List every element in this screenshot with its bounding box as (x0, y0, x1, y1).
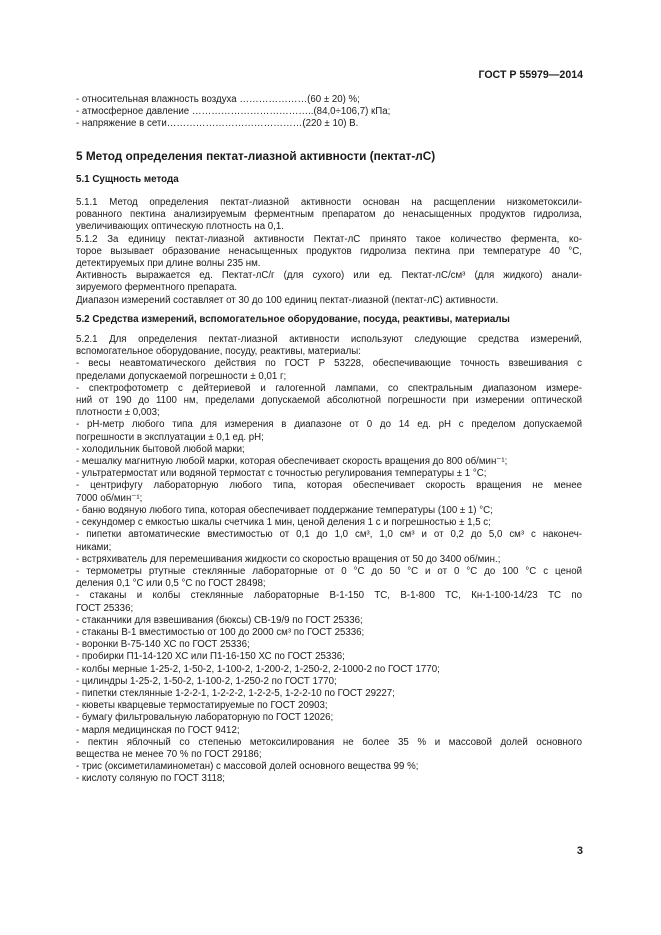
list-item-line: - баню водяную любого типа, которая обеспечивает поддержание температуры (100 ± 1) °С; (76, 504, 493, 516)
list-item-line: - весы неавтоматического действия по ГОСТ Р 53228, обеспечивающие точность взвешивания с (76, 358, 582, 370)
list-item (76, 725, 582, 737)
list-item (76, 468, 582, 480)
list-item-line: 7000 об/мин⁻¹; (76, 492, 143, 504)
list-item (76, 639, 582, 651)
paragraph-line: 5.1.1 Метод определения пектат-лиазной активности основан на расщеплении низкометоксили- (76, 197, 582, 209)
list-item-line: - кюветы кварцевые термостатируемые по ГОСТ 20903; (76, 700, 328, 712)
conditions-list (76, 94, 582, 131)
paragraph-line: 5.2.1 Для определения пектат-лиазной активности используют следующие средства измерений, (76, 334, 582, 346)
paragraph-line: 5.1.2 За единицу пектат-лиазной активности Пектат-лС принято такое количество фермента, ко- (76, 233, 582, 245)
condition-pressure: - атмосферное давление ………………………………..(84,0÷106,7) кПа; (76, 106, 391, 118)
list-item (76, 358, 582, 382)
standard-header: ГОСТ Р 55979—2014 (478, 69, 583, 81)
list-item (76, 554, 582, 566)
list-item (76, 676, 582, 688)
list-item (76, 651, 582, 663)
paragraph-5-1-1 (76, 197, 582, 234)
list-item-line: - пектин яблочный со степенью метоксилирования не более 35 % и массовой долей основного (76, 736, 582, 748)
list-item-line: погрешности в эксплуатации ± 0,1 ед. рН; (76, 431, 264, 443)
list-item-line: - стаканчики для взвешивания (бюксы) СВ-19/9 по ГОСТ 25336; (76, 614, 363, 626)
list-item (76, 517, 582, 529)
page-number: 3 (576, 845, 583, 857)
list-item (76, 712, 582, 724)
list-item-line: ний от 190 до 1100 нм, пределами допускаемой абсолютной погрешности при измерении оптической (76, 395, 582, 407)
list-item-line: - термометры ртутные стеклянные лабораторные от 0 °С до 50 °С и от 0 °С до 100 °С с ценой (76, 565, 582, 577)
list-item-line: - рН-метр любого типа для измерения в диапазоне от 0 до 14 ед. рН с пределом допускаемой (76, 419, 582, 431)
list-item (76, 419, 582, 443)
list-item (76, 480, 582, 504)
list-item-line: - холодильник бытовой любой марки; (76, 443, 245, 455)
paragraph-range: Диапазон измерений составляет от 30 до 100 единиц пектат-лиазной (пектат-лС) активности. (76, 294, 499, 306)
list-item-line: вещества не менее 70 % по ГОСТ 29186; (76, 748, 262, 760)
list-item (76, 505, 582, 517)
list-item (76, 761, 582, 773)
list-item-line: - воронки В-75-140 ХС по ГОСТ 25336; (76, 639, 250, 651)
list-item-line: ГОСТ 25336; (76, 602, 134, 614)
list-item-line: - мешалку магнитную любой марки, которая обеспечивает скорость вращения до 800 об/мин⁻¹; (76, 456, 508, 468)
list-item-line: - кислоту соляную по ГОСТ 3118; (76, 773, 225, 785)
condition-humidity: - относительная влажность воздуха …………………(60 ± 20) %; (76, 94, 360, 105)
list-item (76, 456, 582, 468)
list-item-line: - спектрофотометр с дейтериевой и галогенной лампами, со спектральным диапазоном измере- (76, 382, 582, 394)
paragraph-line: рованного пектина анализируемым ферментным препаратом до ненасыщенных продуктов гидролиза, (76, 209, 582, 221)
list-item (76, 700, 582, 712)
list-item (76, 615, 582, 627)
list-item (76, 627, 582, 639)
list-item-line: - трис (оксиметиламинометан) с массовой долей основного вещества 99 %; (76, 761, 419, 773)
list-item-line: - цилиндры 1-25-2, 1-50-2, 1-100-2, 1-250-2 по ГОСТ 1770; (76, 675, 337, 687)
list-item-line: - колбы мерные 1-25-2, 1-50-2, 1-100-2, 1-200-2, 1-250-2, 2-1000-2 по ГОСТ 1770; (76, 663, 440, 675)
paragraph-line: вспомогательное оборудование, посуду, реактивы, материалы: (76, 346, 361, 358)
list-item (76, 773, 582, 785)
list-item (76, 566, 582, 590)
list-item (76, 664, 582, 676)
list-item-line: - центрифугу лабораторную любого типа, которая обеспечивает скорость вращения не менее (76, 480, 582, 492)
list-item-line: - пипетки автоматические вместимостью от 0,1 до 1,0 см³, 1,0 см³ и от 0,2 до 5,0 см³ с наконеч- (76, 529, 582, 541)
list-item (76, 444, 582, 456)
paragraph-5-2-1 (76, 334, 582, 358)
condition-voltage: - напряжение в сети……………………………………(220 ± 10) В. (76, 118, 359, 130)
section-5-2-title: 5.2 Средства измерений, вспомогательное оборудование, посуда, реактивы, материалы (76, 313, 510, 325)
paragraph-line: детектируемых при длине волны 235 нм. (76, 258, 261, 270)
paragraph-line: торое вызывает образование ненасыщенных продуктов гидролиза пектина при температуре 40 °С, (76, 245, 582, 257)
list-item (76, 688, 582, 700)
list-item (76, 383, 582, 420)
list-item-line: - пробирки П1-14-120 ХС или П1-16-150 ХС по ГОСТ 25336; (76, 651, 345, 663)
list-item-line: плотности ± 0,003; (76, 407, 160, 419)
list-item (76, 529, 582, 553)
list-item-line: пределами допускаемой погрешности ± 0,01 г; (76, 370, 287, 382)
section-5-title: 5 Метод определения пектат-лиазной активности (пектат-лС) (76, 148, 436, 163)
list-item-line: - встряхиватель для перемешивания жидкости со скоростью вращения от 50 до 3400 об/мин.; (76, 553, 501, 565)
list-item-line: - секундомер с емкостью шкалы счетчика 1 мин, ценой деления 1 с и погрешностью ± 1,5 с; (76, 517, 491, 529)
paragraph-line: увеличивающих оптическую плотность на 0,1. (76, 221, 284, 233)
list-item-line: никами; (76, 541, 112, 553)
list-item-line: - стаканы В-1 вместимостью от 100 до 2000 см³ по ГОСТ 25336; (76, 626, 365, 638)
list-item-line: деления 0,1 °С или 0,5 °С по ГОСТ 28498; (76, 578, 266, 590)
equipment-list (76, 358, 582, 785)
paragraph-5-1-2 (76, 234, 582, 271)
list-item-line: - стаканы и колбы стеклянные лабораторные В-1-150 ТС, В-1-800 ТС, Кн-1-100-14/23 ТС по (76, 590, 582, 602)
list-item-line: - ультратермостат или водяной термостат с точностью регулирования температуры ± 1 °С; (76, 468, 487, 480)
list-item-line: - пипетки стеклянные 1-2-2-1, 1-2-2-2, 1-2-2-5, 1-2-2-10 по ГОСТ 29227; (76, 687, 395, 699)
list-item-line: - марля медицинская по ГОСТ 9412; (76, 724, 240, 736)
section-5-1-title: 5.1 Сущность метода (76, 173, 179, 185)
paragraph-line: зируемого ферментного препарата. (76, 282, 238, 294)
page-content (76, 94, 582, 786)
list-item (76, 737, 582, 761)
paragraph-line: Активность выражается ед. Пектат-лС/г (для сухого) или ед. Пектат-лС/см³ (для жидкого) анали- (76, 270, 582, 282)
list-item (76, 590, 582, 614)
paragraph-units (76, 270, 582, 294)
list-item-line: - бумагу фильтровальную лабораторную по ГОСТ 12026; (76, 712, 334, 724)
